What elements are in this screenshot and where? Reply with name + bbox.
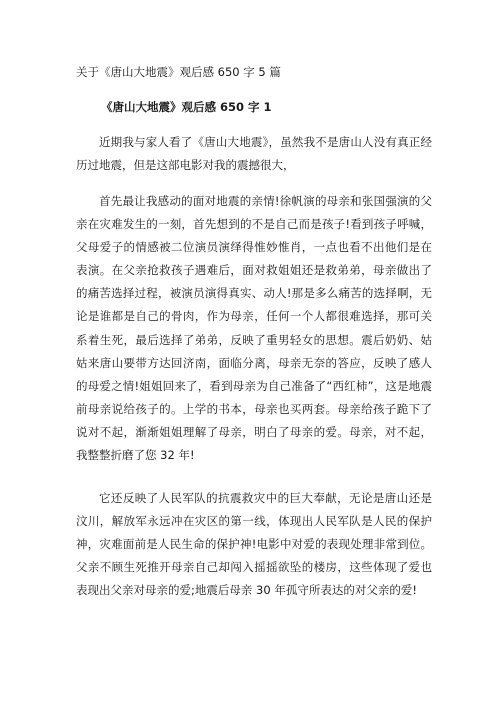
section-title: 《唐山大地震》观后感 650 字 1: [101, 100, 272, 114]
paragraph-intro: 近期我与家人看了《唐山大地震》，虽然我不是唐山人没有真正经历过地震，但是这部电影对我的震撼很大，: [76, 135, 432, 173]
paragraph-family-love: 首先最让我感动的面对地震的亲情!徐帆演的母亲和张国强演的父亲在灾难发生的一刻，首先想到的不是自己而是孩子!看到孩子呼喊，父母爱子的情感被二位演员演绎得惟妙惟肖，一点也看不出他们是在表演。在父亲抢救孩子遇难后，面对救姐姐还是救弟弟，母亲做出了的痛苦选择过程，被演员演得真实、动人!那是多么痛苦的选择啊，无论是谁都是自己的骨肉，作为母亲，任何一个人都很难选择，那可关系着生死，最后选择了弟弟，反映了重男轻女的思想。震后奶奶、姑姑来唐山要带方达回济南，面临分离，母亲无奈的答应，反映了感人的母爱之情!姐姐回来了，看到母亲为自己准备了“西红柿”，这是地震前母亲说给孩子的。上学的书本，母亲也买两套。母亲给孩子跪下了说对不起，渐渐姐姐理解了母亲，明白了母亲的爱。母亲，对不起，我整整折磨了您 32 年!: [76, 194, 432, 463]
paragraph-army-love: 它还反映了人民军队的抗震救灾中的巨大奉献，无论是唐山还是汶川，解放军永远冲在灾区的第一线，体现出人民军队是人民的保护神，灾难面前是人民生命的保护神!电影中对爱的表现处理非常到位。父亲不顾生死推开母亲自己却闯入摇摇欲坠的楼房，这些体现了爱也表现出父亲对母亲的爱;地震后母亲 30 年孤守所表达的对父亲的爱!: [76, 491, 432, 598]
document-title: 关于《唐山大地震》观后感 650 字 5 篇: [76, 65, 281, 79]
